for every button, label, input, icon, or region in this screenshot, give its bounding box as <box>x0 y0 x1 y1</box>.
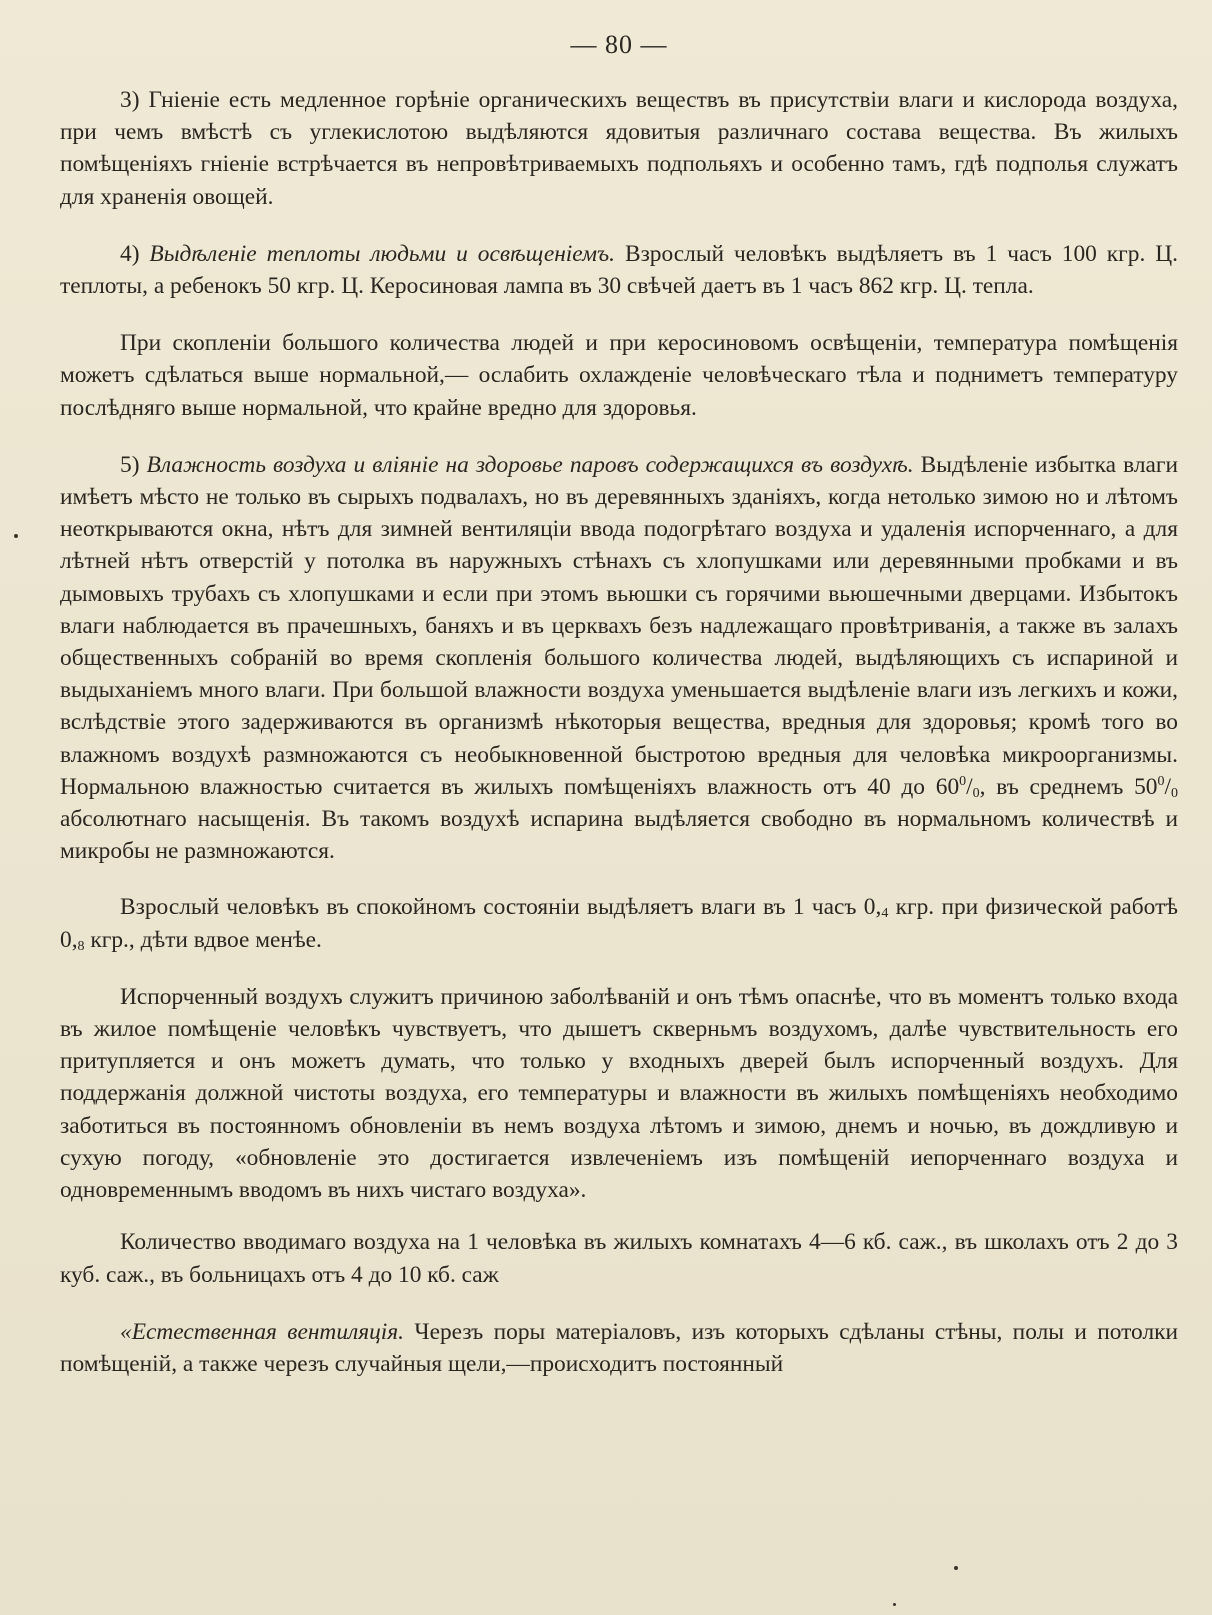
paragraph-text: Выдѣленіе избытка влаги имѣетъ мѣсто не только въ сырыхъ подвалахъ, но въ деревянныхъ зданіяхъ, когда нетолько зимою но и лѣтомъ неоткрываются окна, нѣтъ для зимней вентиляціи ввода подогрѣтаго воздуха и удаленія испорченнаго, а для лѣтней нѣтъ отверстій у потолка въ наружныхъ стѣнахъ съ хлопушками или деревянными пробками и въ дымовыхъ трубахъ съ хлопушками и если при этомъ вьюшки съ горячими вьюшечными дверцами. Избытокъ влаги наблюдается въ прачешныхъ, баняхъ и въ церквахъ безъ надлежащаго провѣтриванія, а также въ залахъ общественныхъ собраній во время скопленія большого количества людей, выдѣляющихъ съ испариной и выдыханіемъ много влаги. При большой влажности воздуха уменьшается выдѣленіе влаги изъ легкихъ и кожи, вслѣдствіе этого задерживаются въ организмѣ нѣкоторыя вещества, вредныя для здоровья; кромѣ того во влажномъ воздухѣ размножаются съ необыкновенной быстротою вредныя для человѣка микроорганизмы. Нормальною влажностью считается въ жилыхъ помѣщеніяхъ влажность отъ 40 до 60 <box>60 451 1178 800</box>
section-title-ventilation: «Естественная вентиляція. <box>120 1318 405 1345</box>
paragraph-heat-release <box>60 238 1178 302</box>
paragraph-text: кгр. при физической работѣ 0, <box>60 894 1178 953</box>
print-speck <box>893 1603 896 1606</box>
print-speck <box>954 1566 958 1570</box>
percent-sub: 0 <box>972 785 980 801</box>
page-number: — 80 — <box>570 30 668 59</box>
paragraph-humidity <box>60 449 1178 868</box>
decimal-sub: 8 <box>77 938 85 954</box>
paragraph-moisture-output <box>60 891 1178 955</box>
paragraph-text: Черезъ поры матеріаловъ, изъ которыхъ сдѣланы стѣны, полы и потолки помѣщеній, а также черезъ случайныя щели,—происходитъ постоянный <box>60 1318 1179 1377</box>
percent-sup: 0 <box>959 773 967 789</box>
paragraph-text: кгр., дѣти вдвое менѣе. <box>84 926 322 953</box>
paragraph-text: Взрослый человѣкъ въ спокойномъ состояніи выдѣляетъ влаги въ 1 часъ 0, <box>120 894 882 921</box>
decimal-sub: 4 <box>881 906 889 922</box>
percent-sup: 0 <box>1157 773 1165 789</box>
print-speck <box>14 534 18 538</box>
section-number: 5) <box>120 451 147 478</box>
percent-slash: / <box>966 773 973 800</box>
section-number: 4) <box>120 240 150 267</box>
paragraph-text: Взрослый человѣкъ выдѣляетъ въ 1 часъ 100 кгр. Ц. теплоты, а ребенокъ 50 кгр. Ц. Керосиновая лампа въ 30 свѣчей даетъ въ 1 часъ 862 кгр. Ц. тепла. <box>60 240 1178 300</box>
paragraph-crowding: При скопленіи большого количества людей и при керосиновомъ освѣщеніи, температура помѣщенія можетъ сдѣлаться выше нормальной,— ослабить охлажденіе человѣческаго тѣла и подниметъ температуру послѣдняго выше нормальной, что крайне вредно для здоровья. <box>60 330 1178 421</box>
paragraph-natural-ventilation <box>60 1316 1178 1380</box>
percent-sub: 0 <box>1171 785 1178 801</box>
paragraph-text: абсолютнаго насыщенія. Въ такомъ воздухѣ испарина выдѣляется свободно въ нормальномъ количествѣ и микробы не размножаются. <box>60 806 1178 865</box>
paragraph-text: , въ среднемъ 50 <box>979 773 1158 800</box>
paragraph-air-quantity: Количество вводимаго воздуха на 1 человѣка въ жилыхъ комнатахъ 4—6 кб. саж., въ школахъ отъ 2 до 3 куб. саж., въ больницахъ отъ 4 до 10 кб. саж <box>60 1229 1178 1288</box>
paragraph-putrefaction: 3) Гніеніе есть медленное горѣніе органическихъ веществъ въ присутствіи влаги и кислорода воздуха, при чемъ вмѣстѣ съ углекислотою выдѣляются ядовитыя различнаго состава вещества. Въ жилыхъ помѣщеніяхъ гніеніе встрѣчается въ непровѣтриваемыхъ подпольяхъ и особенно тамъ, гдѣ подполья служатъ для храненія овощей. <box>60 87 1178 210</box>
section-title-heat: Выдѣленіе теплоты людьми и освѣщеніемъ. <box>149 240 616 267</box>
paragraph-spoiled-air: Испорченный воздухъ служитъ причиною заболѣваній и онъ тѣмъ опаснѣе, что въ моментъ только входа въ жилое помѣщеніе человѣкъ чувствуетъ, что дышетъ скверньмъ воздухомъ, далѣе чувствительность его притупляется и онъ можетъ думать, что только у входныхъ дверей былъ испорченный воздухъ. Для поддержанія должной чистоты воздуха, его температуры и влажности въ жилыхъ помѣщеніяхъ необходимо заботиться въ постоянномъ обновленіи въ немъ воздуха лѣтомъ и зимою, днемъ и ночью, въ дождливую и сухую погоду, «обновленіе это достигается извлеченіемъ изъ помѣщеній иепорченнаго воздуха и одновременнымъ вводомъ въ нихъ чистаго воздуха». <box>60 983 1178 1204</box>
section-title-humidity: Влажность воздуха и вліяніе на здоровье паровъ содержащихся въ воздухѣ. <box>146 451 914 478</box>
percent-slash: / <box>1164 773 1171 800</box>
